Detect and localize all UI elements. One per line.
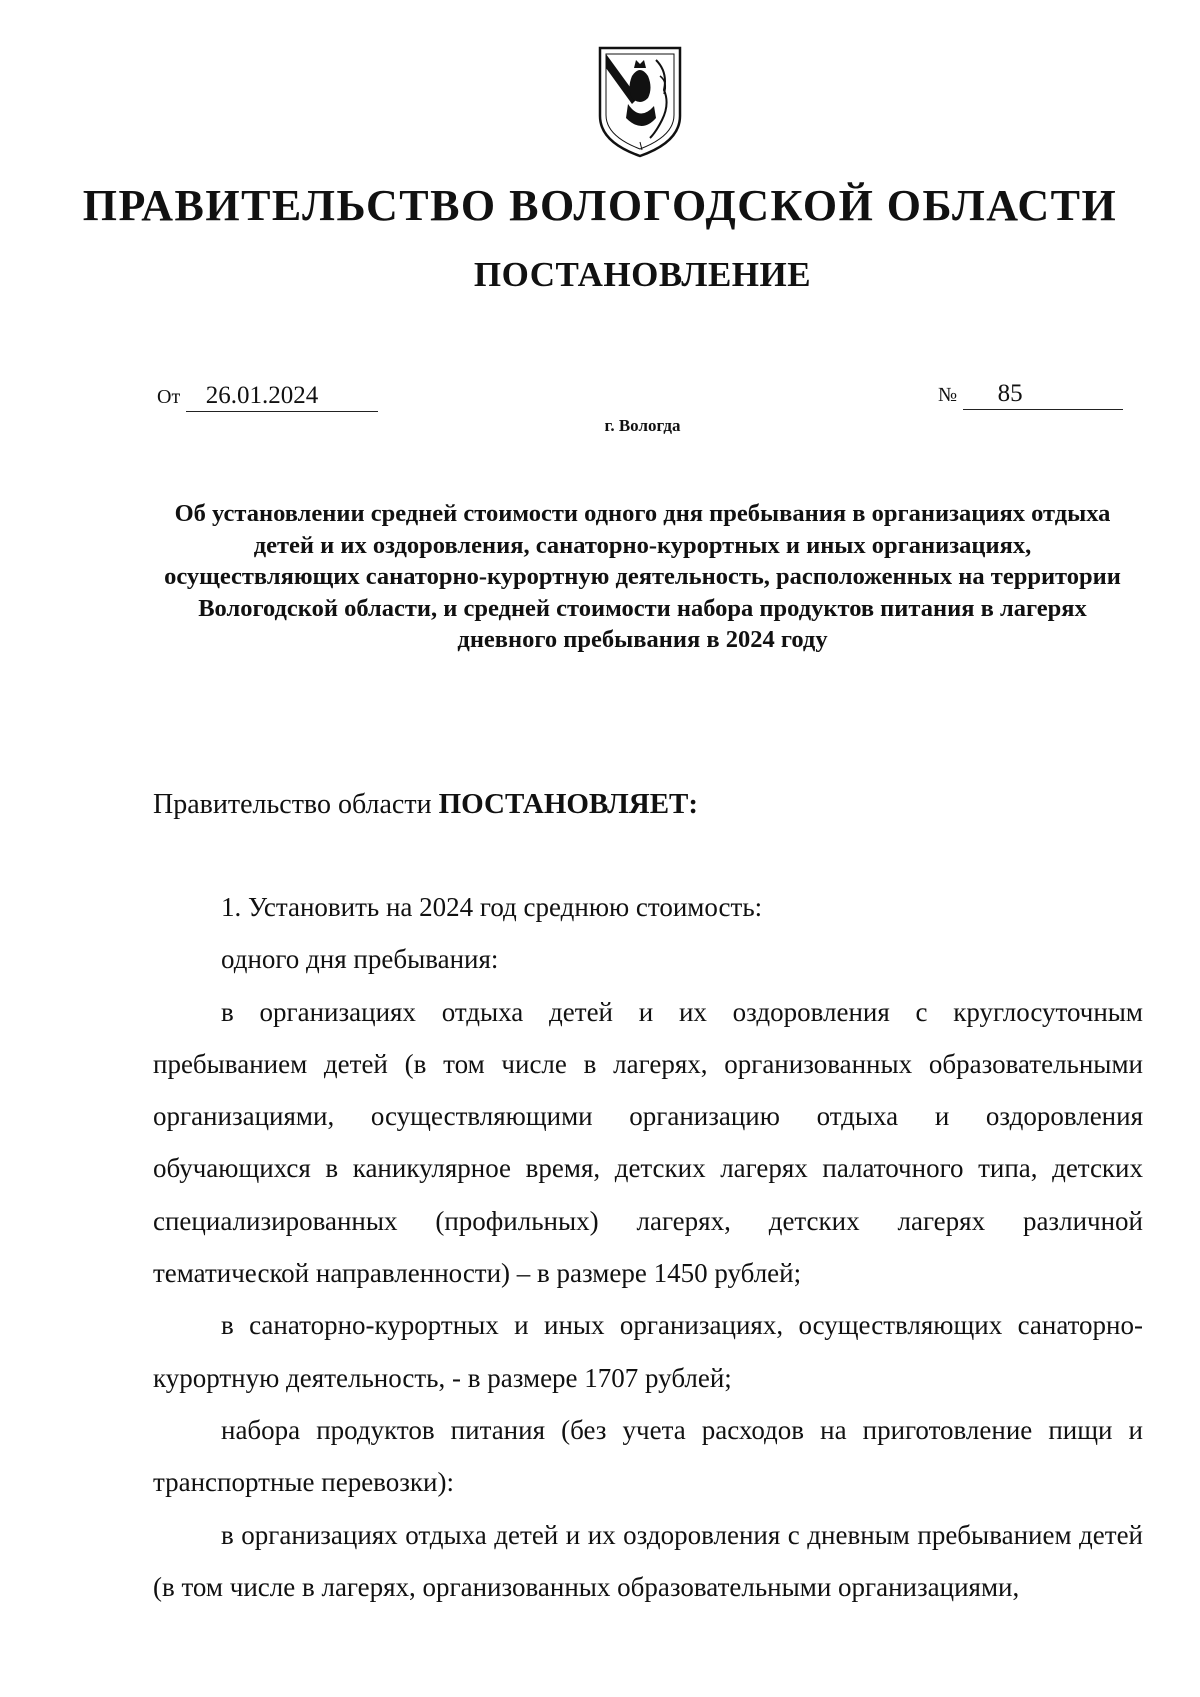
document-type-heading: ПОСТАНОВЛЕНИЕ — [473, 255, 812, 294]
preamble-emphasis: ПОСТАНОВЛЯЕТ: — [438, 788, 699, 820]
document-number-line — [938, 379, 1123, 410]
paragraph-food-set: набора продуктов питания (без учета расходов на приготовление пищи и транспортные перевозки): — [153, 1414, 1143, 1498]
document-body — [153, 881, 1143, 1613]
paragraph-round-the-clock-camps: в организациях отдыха детей и их оздоровления с круглосуточным пребыванием детей (в том числе в лагерях, организованных образовательными организациями, осуществляющими организацию отдыха и оздоровления обучающихся в каникулярное время, детских лагерях палаточного типа, детских специализированных (профильных) лагерях, детских лагерях различной тематической направленности) – в размере 1450 рублей; — [153, 996, 1143, 1289]
preamble-text: Правительство области — [153, 789, 439, 820]
paragraph-one-day-stay: одного дня пребывания: — [221, 944, 499, 975]
government-title: ПРАВИТЕЛЬСТВО ВОЛОГОДСКОЙ ОБЛАСТИ — [82, 181, 1118, 230]
coat-of-arms-icon — [598, 46, 682, 158]
number-prefix-label: № — [938, 384, 958, 406]
paragraph-day-camps: в организациях отдыха детей и их оздоровления с дневным пребыванием детей (в том числе в лагерях, организованных образовательными организациями, — [153, 1519, 1143, 1602]
document-date: 26.01.2024 — [186, 381, 379, 412]
document-subject: Об установлении средней стоимости одного дня пребывания в организациях отдыха детей и их оздоровления, санаторно-курортных и иных организациях, осуществляющих санаторно-курортную деятельность, расположенных на территории Вологодской области, и средней стоимости набора продуктов питания в лагерях дневного пребывания в 2024 году — [164, 500, 1121, 654]
document-date-line — [157, 381, 378, 412]
preamble — [153, 786, 698, 823]
paragraph-sanatorium: в санаторно-курортных и иных организациях, осуществляющих санаторно-курортную деятельность, - в размере 1707 рублей; — [153, 1310, 1143, 1393]
date-prefix-label: От — [157, 386, 181, 408]
document-number: 85 — [963, 379, 1123, 410]
document-city: г. Вологда — [604, 416, 681, 435]
paragraph-item-1: 1. Установить на 2024 год среднюю стоимость: — [221, 892, 763, 922]
